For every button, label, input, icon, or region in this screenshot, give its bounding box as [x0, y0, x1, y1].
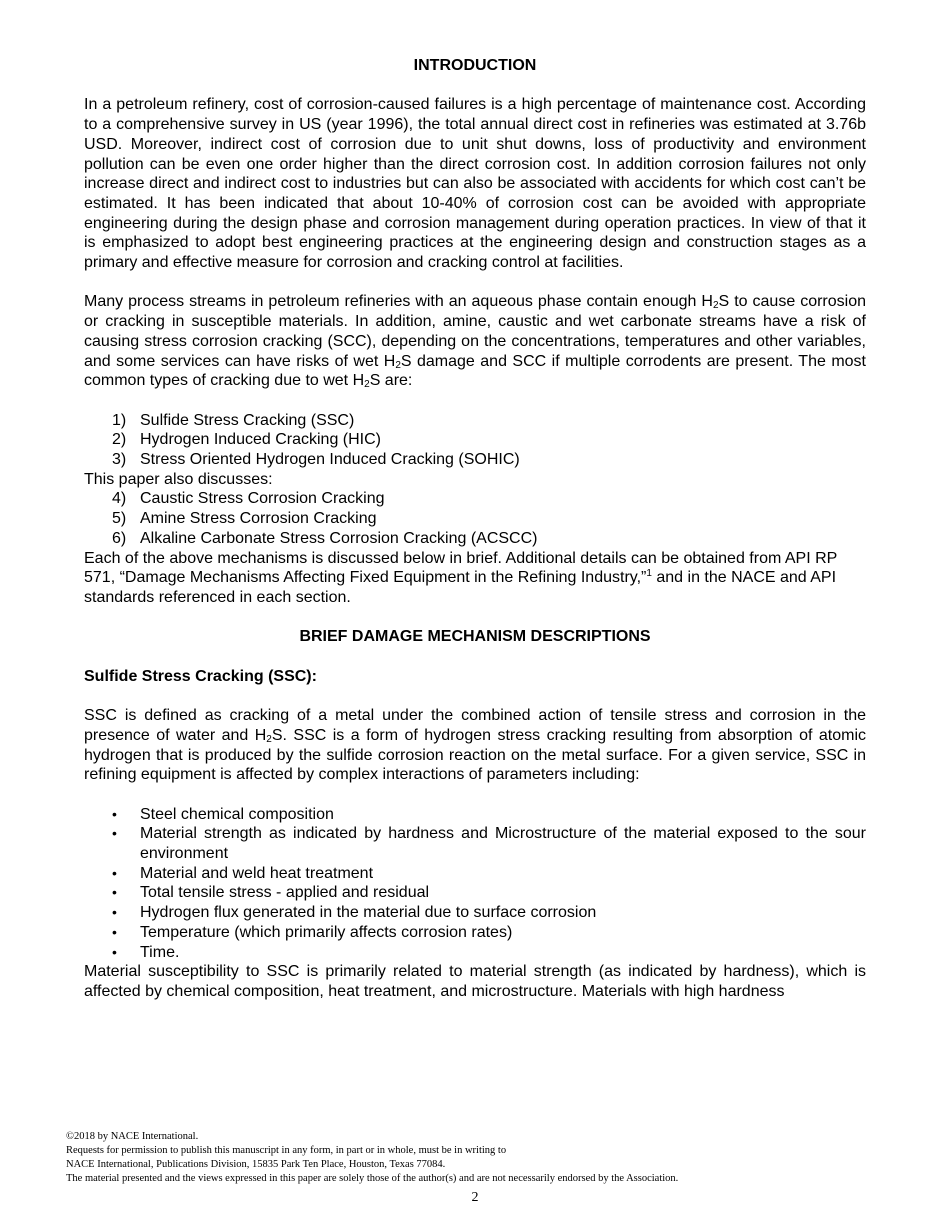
brief-mechanisms-heading: BRIEF DAMAGE MECHANISM DESCRIPTIONS — [299, 628, 651, 646]
footnote-reference: 1 — [646, 568, 652, 580]
bullet-icon: • — [112, 864, 117, 881]
list-item: • Hydrogen flux generated in the material due to surface corrosion — [112, 904, 597, 922]
list-item: 6) Alkaline Carbonate Stress Corrosion Cracking (ACSCC) — [112, 529, 538, 547]
intro-paragraph-1: In a petroleum refinery, cost of corrosion-caused failures is a high percentage of maintenance cost. According to a comprehensive survey in US (year 1996), the total annual direct cost in refineries was estimated at 3.76b USD. Moreover, indirect cost of corrosion due to unit shut downs, loss of productivity and environment pollution can be even one order higher than the direct corrosion cost. In addition corrosion failures not only increase direct and indirect cost to industries but can also be associated with accidents for which cost can’t be estimated. It has been indicated that about 10-40% of corrosion cost can be avoided with appropriate engineering during the design phase and corrosion management during operation practices. In view of that it is emphasized to adopt best engineering practices at the engineering design and construction stages as a primary and effective measure for corrosion and cracking control at facilities. — [84, 96, 866, 272]
page-number: 2 — [471, 1190, 479, 1205]
ssc-subheading: Sulfide Stress Cracking (SSC): — [84, 667, 317, 685]
bullet-icon: • — [112, 884, 117, 901]
list-item: • Steel chemical composition — [112, 805, 334, 823]
disclaimer-line: The material presented and the views expressed in this paper are solely those of the author(s) and are not necessarily endorsed by the Association. — [66, 1173, 679, 1184]
list-item: • Material strength as indicated by hardness and Microstructure of the material exposed to the sour environment — [112, 825, 866, 863]
intro-paragraph-2: Many process streams in petroleum refineries with an aqueous phase contain enough $H_2S$ to cause corrosion or cracking in susceptible materials. In addition, amine, caustic and wet carbonate streams have a risk of causing stress corrosion cracking (SCC), depending on the concentrations, temperatures and other variables, and some services can have risks of wet $H_2S$ damage and SCC if multiple corrodents are present. The most common types of cracking due to wet $H_2S$ are: — [84, 293, 867, 391]
bullet-icon: • — [112, 825, 117, 842]
list-item: • Time. — [112, 943, 180, 961]
bullet-icon: • — [112, 923, 117, 940]
intro-paragraph-3: Each of the above mechanisms is discussed below in brief. Additional details can be obtained from API RP 571, “Damage Mechanisms Affecting Fixed Equipment in the Refining Industry,”$^1$ and in the NACE and API standards referenced in each section. — [84, 549, 838, 606]
ssc-parameters-list — [84, 805, 866, 963]
address-line: NACE International, Publications Division, 15835 Park Ten Place, Houston, Texas 77084. — [66, 1159, 446, 1170]
list-item: • Total tensile stress - applied and residual — [112, 884, 430, 902]
bullet-icon: • — [112, 943, 117, 960]
list-item: • Material and weld heat treatment — [112, 864, 374, 882]
list-item: 1) Sulfide Stress Cracking (SSC) — [112, 411, 355, 429]
list-item: 5) Amine Stress Corrosion Cracking — [112, 510, 377, 528]
permission-line: Requests for permission to publish this manuscript in any form, in part or in whole, must be in writing to — [66, 1145, 507, 1156]
list-item: 4) Caustic Stress Corrosion Cracking — [112, 490, 385, 508]
copyright-line: ©2018 by NACE International. — [66, 1131, 199, 1142]
bullet-icon: • — [112, 904, 117, 921]
introduction-heading: INTRODUCTION — [413, 57, 537, 74]
list-item: 3) Stress Oriented Hydrogen Induced Cracking (SOHIC) — [112, 451, 520, 469]
page-content — [84, 56, 866, 1021]
also-discusses-label: This paper also discusses: — [84, 470, 273, 488]
copyright-footer — [66, 1130, 886, 1186]
list-item: 2) Hydrogen Induced Cracking (HIC) — [112, 431, 381, 449]
list-item: • Temperature (which primarily affects corrosion rates) — [112, 923, 513, 941]
cracking-types-list — [84, 411, 866, 470]
also-discussed-list — [84, 489, 866, 548]
ssc-paragraph: SSC is defined as cracking of a metal under the combined action of tensile stress and corrosion in the presence of water and $H_2S$. SSC is a form of hydrogen stress cracking resulting from absorption of atomic hydrogen that is produced by the sulfide corrosion reaction on the metal surface. For a given service, SSC in refining equipment is affected by complex interactions of parameters including: — [84, 707, 866, 784]
ssc-susceptibility-paragraph: Material susceptibility to SSC is primarily related to material strength (as indicated by hardness), which is affected by chemical composition, heat treatment, and microstructure. Materials with high hardness — [84, 963, 866, 1000]
bullet-icon: • — [112, 805, 117, 822]
